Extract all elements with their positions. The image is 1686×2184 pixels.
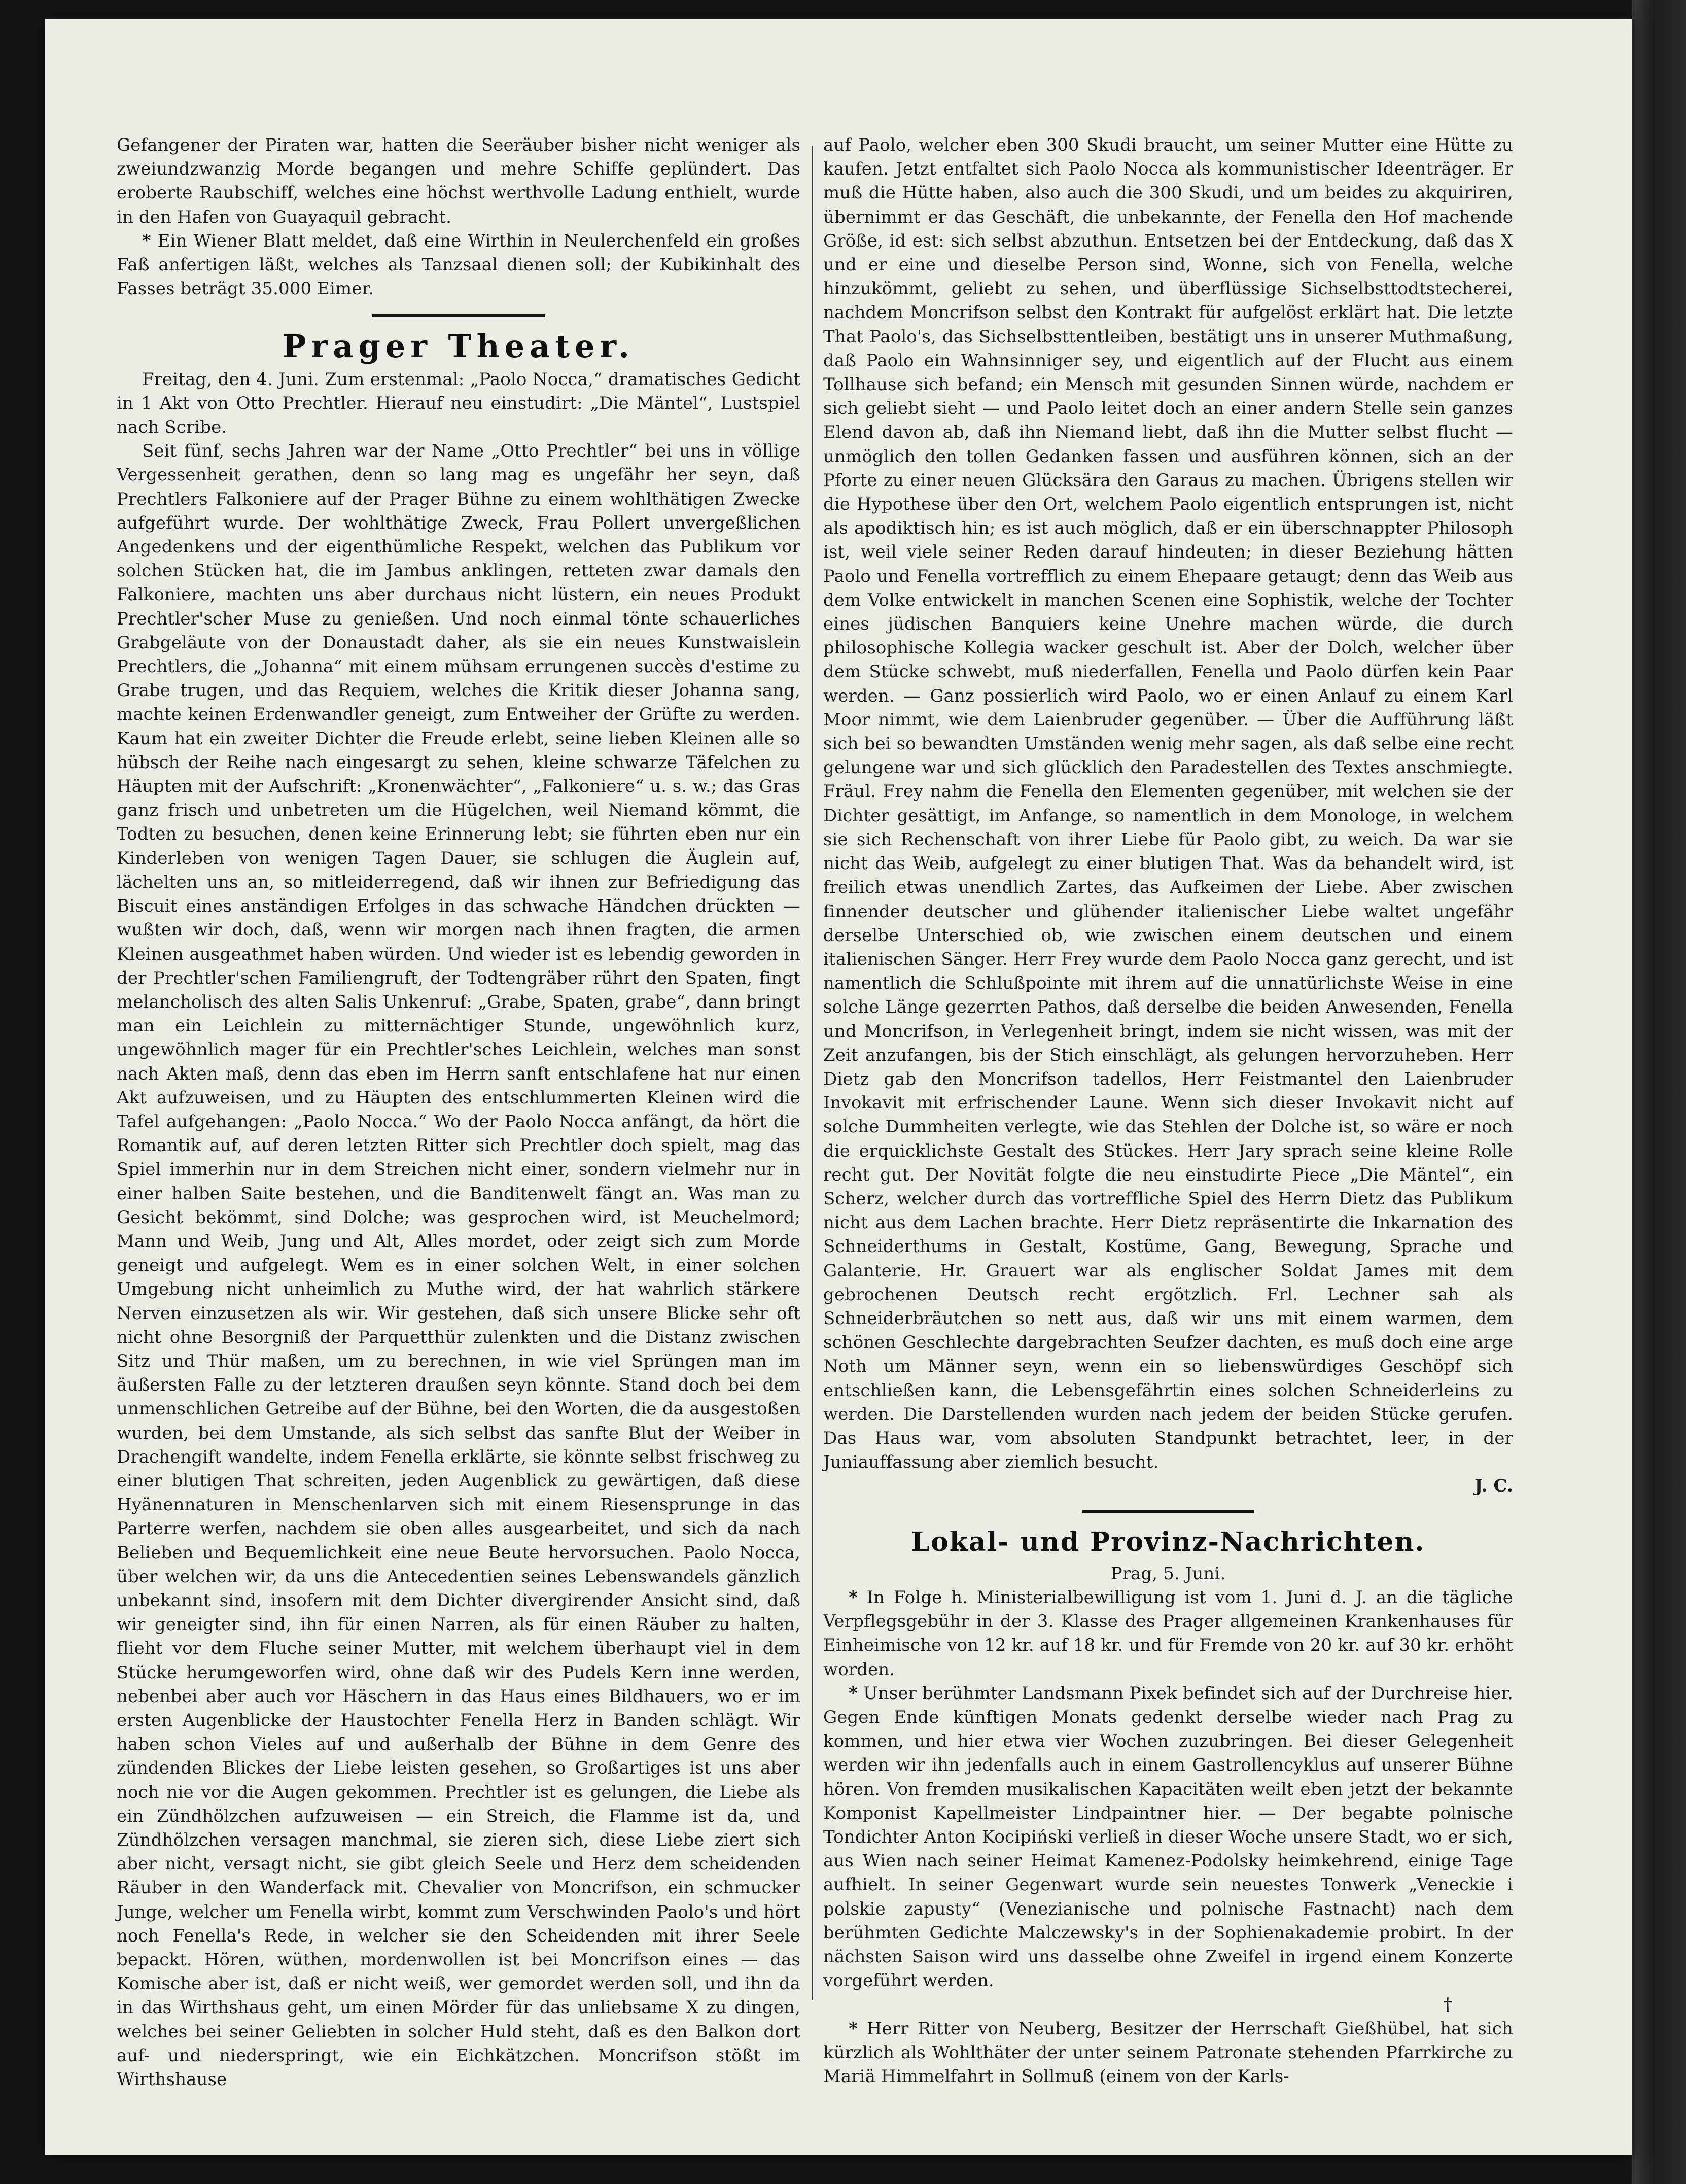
theater-review: Seit fünf, sechs Jahren war der Name „Otto Prechtler“ bei uns in völlige Vergessenheit gerathen, denn so lang mag es ungefähr her seyn, daß Prechtlers Falkoniere auf der Prager Bühne zu einem wohlthätigen Zwecke aufgeführt wurde. Der wohlthätige Zweck, Frau Pollert unvergeßlichen Angedenkens und der eigenthümliche Respekt, welchen das Publikum vor solchen Stücken hat, die im Jambus anklingen, retteten zwar damals den Falkoniere, machten uns aber durchaus nicht lüstern, ein neues Produkt Prechtler'scher Muse zu genießen. Und noch einmal tönte schauerliches Grabgeläute von der Donaustadt daher, als sie ein neues Kunstwaislein Prechtlers, die „Johanna“ mit einem mühsam errungenen succès d'estime zu Grabe trugen, und das Requiem, welches die Kritik dieser Johanna sang, machte keinen Erdenwandler geneigt, zum Entweiher der Grüfte zu werden. Kaum hat ein zweiter Dichter die Freude erlebt, seine lieben Kleinen alle so hübsch der Reihe nach eingesargt zu sehen, kleine schwarze Täfelchen zu Häupten mit der Aufschrift: „Kronenwächter“, „Falkoniere“ u. s. w.; das Gras ganz frisch und unbetreten um die Hügelchen, weil Niemand kömmt, die Todten zu besuchen, denen keine Erinnerung lebt; sie führten eben nur ein Kinderleben von wenigen Tagen Dauer, sie schlugen die Äuglein auf, lächelten uns an, so mitleiderregend, daß wir ihnen zur Befriedigung das Biscuit eines anständigen Erfolges in das schwache Händchen drückten — wußten wir doch, daß, wenn wir morgen nach ihnen fragten, die armen Kleinen ausgeathmet haben würden. Und wieder ist es lebendig geworden in der Prechtler'schen Familiengruft, der Todtengräber rührt den Spaten, fingt melancholisch des alten Salis Unkenruf: „Grabe, Spaten, grabe“, dann bringt man ein Leichlein zu mitternächtiger Stunde, ungewöhnlich kurz, ungewöhnlich mager für ein Prechtler'sches Leichlein, welches man sonst nach Akten maß, denn das eben im Herrn sanft entschlafene hat nur einen Akt aufzuweisen, und zu Häupten des entschlummerten Kleinen wird die Tafel aufgehangen: „Paolo Nocca.“ Wo der Paolo Nocca anfängt, da hört die Romantik auf, auf deren letzten Ritter sich Prechtler doch spielt, mag das Spiel immerhin nur in dem Streichen nicht einer, sondern vielmehr nur in einer halben Saite bestehen, und die Banditenwelt fängt an. Was man zu Gesicht bekömmt, sind Dolche; was gesprochen wird, ist Meuchelmord; Mann und Weib, Jung und Alt, Alles mordet, oder zeigt sich zum Morde geneigt und aufgelegt. Wem es in einer solchen Welt, in einer solchen Umgebung nicht unheimlich zu Muthe wird, der hat wahrlich stärkere Nerven einzusetzen als wir. Wir gestehen, daß sich unsere Blicke sehr oft nicht ohne Besorgniß der Parquetthür zulenkten und die Distanz zwischen Sitz und Thür maßen, um zu berechnen, in wie viel Sprüngen man im äußersten Falle zu der letzteren draußen seyn könnte. Stand doch bei dem unmenschlichen Getreibe auf der Bühne, bei den Worten, die da ausgestoßen wurden, bei dem Umstande, als sich selbst das sanfte Blut der Weiber in Drachengift wandelte, indem Fenella erklärte, sie könnte selbst frischweg zu einer blutigen That schreiten, jeden Augenblick zu gewärtigen, daß diese Hyänennaturen in Menschenlarven sich mit einem Riesensprunge in das Parterre werfen, nachdem sie oben alles ausgearbeitet, und sich da nach Belieben und Bequemlichkeit eine neue Beute hervorsuchen. Paolo Nocca, über welchen wir, da uns die Antecedentien seines Lebenswandels gänzlich unbekannt sind, insofern mit dem Dichter divergirender Ansicht sind, daß wir geneigter sind, ihn für einen Narren, als für einen Räuber zu halten, flieht vor dem Fluche seiner Mutter, mit welchem überhaupt viel in dem Stücke herumgeworfen wird, ohne daß wir des Pudels Kern inne werden, nebenbei aber auch vor Häschern in das Haus eines Bildhauers, wo er im ersten Augenblicke der Haustochter Fenella Herz in Banden schlägt. Wir haben schon Vieles auf und außerhalb der Bühne in dem Genre des zündenden Blickes der Liebe leisten gesehen, so Großartiges ist uns aber noch nie vor die Augen gekommen. Prechtler ist es gelungen, die Liebe als ein Zündhölzchen aufzuweisen — ein Streich, die Flamme ist da, und Zündhölzchen versagen manchmal, sie zieren sich, diese Liebe ziert sich aber nicht, versagt nicht, sie gibt gleich Seele und Herz dem scheidenden Räuber in den Wanderfack mit. Chevalier von Moncrifson, ein schmucker Junge, welcher um Fenella wirbt, kommt zum Verschwinden Paolo's und hört noch Fenella's Rede, in welcher sie den Scheidenden mit ihrer Seele bepackt. Hören, wüthen, mordenwollen ist bei Moncrifson eines — das Komische aber ist, daß er nicht weiß, wer gemordet werden soll, und ihn da in das Wirthshaus geht, um einen Mörder für das unliebsame X zu dingen, welches bei seiner Geliebten in solcher Huld steht, daß es den Balkon dort auf- und niederspringt, wie ein Eichkätzchen. Moncrifson stößt im Wirthshause (117, 441, 800, 2090)
right-column (823, 133, 1513, 2155)
news-dateline: Prag, 5. Juni. (1110, 1563, 1226, 1584)
section-divider (1082, 1510, 1254, 1513)
section-divider (372, 314, 545, 317)
news-item-barrel: * Ein Wiener Blatt meldet, daß eine Wirthin in Neulerchenfeld ein großes Faß anfertigen läßt, welches als Tanzsaal dienen soll; der Kubikinhalt des Fasses beträgt 35.000 Eimer. (117, 230, 800, 299)
left-column (117, 133, 800, 2155)
article-continuation: Gefangener der Piraten war, hatten die Seeräuber bisher nicht weniger als zweiundzwanzig Morde begangen und mehre Schiffe geplündert. Das eroberte Raubschiff, welches eine höchst werthvolle Ladung enthielt, wurde in den Hafen von Guayaquil gebracht. (117, 135, 800, 227)
news-item-music: * Unser berühmter Landsmann Pixek befindet sich auf der Durchreise hier. Gegen Ende künftigen Monats gedenkt derselbe wieder nach Prag zu kommen, und hier etwa vier Wochen zuzubringen. Bei dieser Gelegenheit werden wir ihn jedenfalls auch in einem Gastrollencyklus auf unserer Bühne hören. Von fremden musikalischen Kapacitäten weilt eben jetzt der bekannte Komponist Kapellmeister Lindpaintner hier. — Der begabte polnische Tondichter Anton Kocipiński verließ in dieser Woche unsere Stadt, wo er sich, aus Wien nach seiner Heimat Kamenez-Podolsky heimkehrend, einige Tage aufhielt. In seiner Gegenwart wurde sein neuestes Tonwerk „Veneckie i polskie zapusty“ (Venezianische und polnische Fastnacht) nach dem berühmten Gedichte Malczewsky's in der Sophienakademie probirt. In der nächsten Saison wird uns dasselbe ohne Zweifel in irgend einem Konzerte vorgeführt werden. (823, 1683, 1513, 1991)
asterism-icon: * (849, 2018, 858, 2039)
news-end-mark: † (1443, 1994, 1452, 2015)
column-divider (812, 146, 813, 2000)
news-item-patron: * Herr Ritter von Neuberg, Besitzer der Herrschaft Gießhübel, hat sich kürzlich als Wohlthäter der unter seinem Patronate stehenden Pfarrkirche zu Mariä Himmelfahrt in Sollmuß (einem von der Karls- (823, 2018, 1513, 2087)
theater-program: Freitag, den 4. Juni. Zum erstenmal: „Paolo Nocca,“ dramatisches Gedicht in 1 Akt von Otto Prechtler. Hierauf neu einstudirt: „Die Mäntel“, Lustspiel nach Scribe. (117, 369, 800, 438)
news-item-hospital: * In Folge h. Ministerialbewilligung ist vom 1. Juni d. J. an die tägliche Verpflegsgebühr in der 3. Klasse des Prager allgemeinen Krankenhauses für Einheimische von 12 kr. auf 18 kr. und für Fremde von 20 kr. auf 30 kr. erhöht worden. (823, 1587, 1513, 1680)
asterism-icon: * (849, 1587, 858, 1608)
asterism-icon: * (142, 230, 151, 251)
author-signature: J. C. (1474, 1476, 1513, 1497)
theater-review-continuation: auf Paolo, welcher eben 300 Skudi braucht, um seiner Mutter eine Hütte zu kaufen. Jetzt entfaltet sich Paolo Nocca als kommunistischer Ideenträger. Er muß die Hütte haben, also auch die 300 Skudi, und um beides zu akquiriren, übernimmt er das Geschäft, die unbekannte, der Fenella den Hof machende Größe, id est: sich selbst abzuthun. Entsetzen bei der Entdeckung, daß das X und er eine und dieselbe Person sind, Wonne, sich von Fenella, welche hinzukömmt, geliebt zu sehen, und überflüssige Sichselbsttodtstecherei, nachdem Moncrifson selbst den Kontrakt für aufgelöst erklärt hat. Die letzte That Paolo's, das Sichselbsttentleiben, bestätigt uns in unserer Muthmaßung, daß Paolo ein Wahnsinniger sey, und eigentlich auf der Flucht aus einem Tollhause sich befand; ein Mensch mit gesunden Sinnen würde, nachdem er sich geliebt sieht — und Paolo leitet doch an einer andern Stelle sein ganzes Elend davon ab, daß ihn Niemand liebt, daß ihn die Mutter selbst flucht — unmöglich den tollen Gedanken fassen und ausführen können, sich an der Pforte zu einer neuen Glücksära den Garaus zu machen. Übrigens stellen wir die Hypothese über den Ort, welchem Paolo eigentlich entsprungen ist, nicht als apodiktisch hin; es ist auch möglich, daß er ein überschnappter Philosoph ist, weil viele seiner Reden darauf hindeuten; in dieser Beziehung hätten Paolo und Fenella vortrefflich zu einem Ehepaare getaugt; denn das Weib aus dem Volke entwickelt in manchen Scenen eine Sophistik, welche der Tochter eines jüdischen Banquiers keine Unehre machen würde, die durch philosophische Kollegia wacker geschult ist. Aber der Dolch, welcher über dem Stücke schwebt, muß niederfallen, Fenella und Paolo dürfen kein Paar werden. — Ganz possierlich wird Paolo, wo er einen Anlauf zu einem Karl Moor nimmt, wie dem Laienbruder gegenüber. — Über die Aufführung läßt sich bei so bewandten Umständen wenig mehr sagen, als daß selbe eine recht gelungene war und sich glücklich den Paradestellen des Textes anschmiegte. Fräul. Frey nahm die Fenella den Elementen gegenüber, mit welchen sie der Dichter gesättigt, im Anfange, so namentlich in dem Monologe, in welchem sie sich Rechenschaft von ihrer Liebe für Paolo gibt, zu weich. Da war sie nicht das Weib, aufgelegt zu einer blutigen That. Was da behandelt wird, ist freilich etwas unendlich Zartes, das Aufkeimen der Liebe. Aber zwischen finnender deutscher und glühender italienischer Liebe waltet ungefähr derselbe Unterschied ob, wie zwischen einem deutschen und einem italienischen Sänger. Herr Frey wurde dem Paolo Nocca ganz gerecht, und ist namentlich die Schlußpointe mit ihrem auf die unnatürlichste Weise in eine solche Länge gezerrten Pathos, daß derselbe die beiden Anwesenden, Fenella und Moncrifson, in Verlegenheit bringt, indem sie nicht wissen, was mit der Zeit anzufangen, bis der Stich einschlägt, als gelungen hervorzuheben. Herr Dietz gab den Moncrifson tadellos, Herr Feistmantel den Laienbruder Invokavit mit erfrischender Laune. Wenn sich dieser Invokavit nicht auf solche Dummheiten verlegte, wie das Stehlen der Dolche ist, so wäre er noch die erquicklichste Gestalt des Stückes. Herr Jary sprach seine kleine Rolle recht gut. Der Novität folgte die neu einstudirte Piece „Die Mäntel“, ein Scherz, welcher durch das vortreffliche Spiel des Herrn Dietz das Publikum nicht aus dem Lachen brachte. Herr Dietz repräsentirte die Inkarnation des Schneiderthums in Gestalt, Kostüme, Gang, Bewegung, Sprache und Galanterie. Hr. Grauert war als englischer Soldat James mit dem gebrochenen Deutsch recht ergötzlich. Frl. Lechner sah als Schneiderbräutchen so nett aus, daß wir uns mit einem warmen, dem schönen Geschlechte dargebrachten Seufzer dachten, es muß doch eine arge Noth um Männer seyn, wenn ein so liebenswürdiges Geschöpf sich entschließen kann, die Lebensgefährtin eines solchen Schneiderleins zu werden. Die Darstellenden wurden nach jedem der beiden Stücke gerufen. Das Haus war, vom absoluten Standpunkt betrachtet, leer, in der Juniauffassung aber ziemlich besucht. (823, 135, 1513, 1473)
section-heading-theater: Prager Theater. (283, 328, 635, 365)
newspaper-page (45, 19, 1632, 2155)
book-spine (1632, 0, 1686, 2184)
asterism-icon: * (849, 1683, 858, 1704)
section-heading-local-news: Lokal- und Provinz-Nachrichten. (911, 1526, 1425, 1557)
